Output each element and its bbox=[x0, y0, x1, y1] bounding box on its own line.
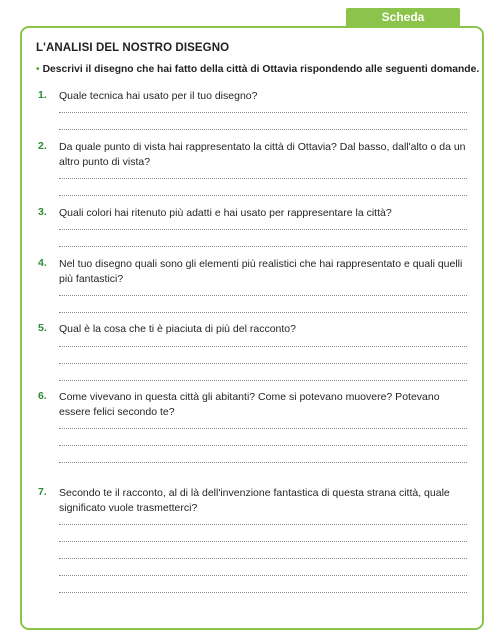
answer-line[interactable] bbox=[59, 229, 467, 230]
answer-line[interactable] bbox=[59, 129, 467, 130]
question-number: 5. bbox=[38, 322, 47, 334]
question-number: 6. bbox=[38, 390, 47, 402]
question-number: 3. bbox=[38, 206, 47, 218]
question-number: 7. bbox=[38, 486, 47, 498]
answer-line[interactable] bbox=[59, 445, 467, 446]
answer-line[interactable] bbox=[59, 524, 467, 525]
answer-line[interactable] bbox=[59, 558, 467, 559]
scheda-tab: Scheda bbox=[346, 8, 460, 27]
question-text: Nel tuo disegno quali sono gli elementi più realistici che hai rappresentato e quali quelli più fantastici? bbox=[59, 258, 463, 285]
bullet-icon: • bbox=[36, 64, 40, 75]
question-number: 1. bbox=[38, 89, 47, 101]
answer-line[interactable] bbox=[59, 541, 467, 542]
answer-line[interactable] bbox=[59, 363, 467, 364]
answer-line[interactable] bbox=[59, 428, 467, 429]
answer-line[interactable] bbox=[59, 112, 467, 113]
question-text: Come vivevano in questa città gli abitanti? Come si potevano muovere? Potevano essere felici secondo te? bbox=[59, 391, 440, 418]
answer-line[interactable] bbox=[59, 592, 467, 593]
answer-line[interactable] bbox=[59, 195, 467, 196]
answer-line[interactable] bbox=[59, 575, 467, 576]
question-number: 4. bbox=[38, 257, 47, 269]
worksheet-title: L'ANALISI DEL NOSTRO DISEGNO bbox=[36, 42, 230, 54]
answer-line[interactable] bbox=[59, 462, 467, 463]
answer-line[interactable] bbox=[59, 246, 467, 247]
instruction-text: Descrivi il disegno che hai fatto della città di Ottavia rispondendo alle seguenti domande. bbox=[42, 64, 480, 75]
question-number: 2. bbox=[38, 140, 47, 152]
instruction-line bbox=[36, 64, 479, 75]
answer-line[interactable] bbox=[59, 380, 467, 381]
answer-line[interactable] bbox=[59, 295, 467, 296]
question-text: Quali colori hai ritenuto più adatti e hai usato per rappresentare la città? bbox=[59, 207, 392, 219]
answer-line[interactable] bbox=[59, 346, 467, 347]
answer-line[interactable] bbox=[59, 178, 467, 179]
question-text: Quale tecnica hai usato per il tuo disegno? bbox=[59, 90, 258, 102]
question-text: Da quale punto di vista hai rappresentato la città di Ottavia? Dal basso, dall'alto o da un altro punto di vista? bbox=[59, 141, 466, 168]
question-text: Qual è la cosa che ti è piaciuta di più del racconto? bbox=[59, 323, 296, 335]
question-text: Secondo te il racconto, al di là dell'invenzione fantastica di questa strana città, quale significato vuole trasmetterci? bbox=[59, 487, 450, 514]
answer-line[interactable] bbox=[59, 312, 467, 313]
